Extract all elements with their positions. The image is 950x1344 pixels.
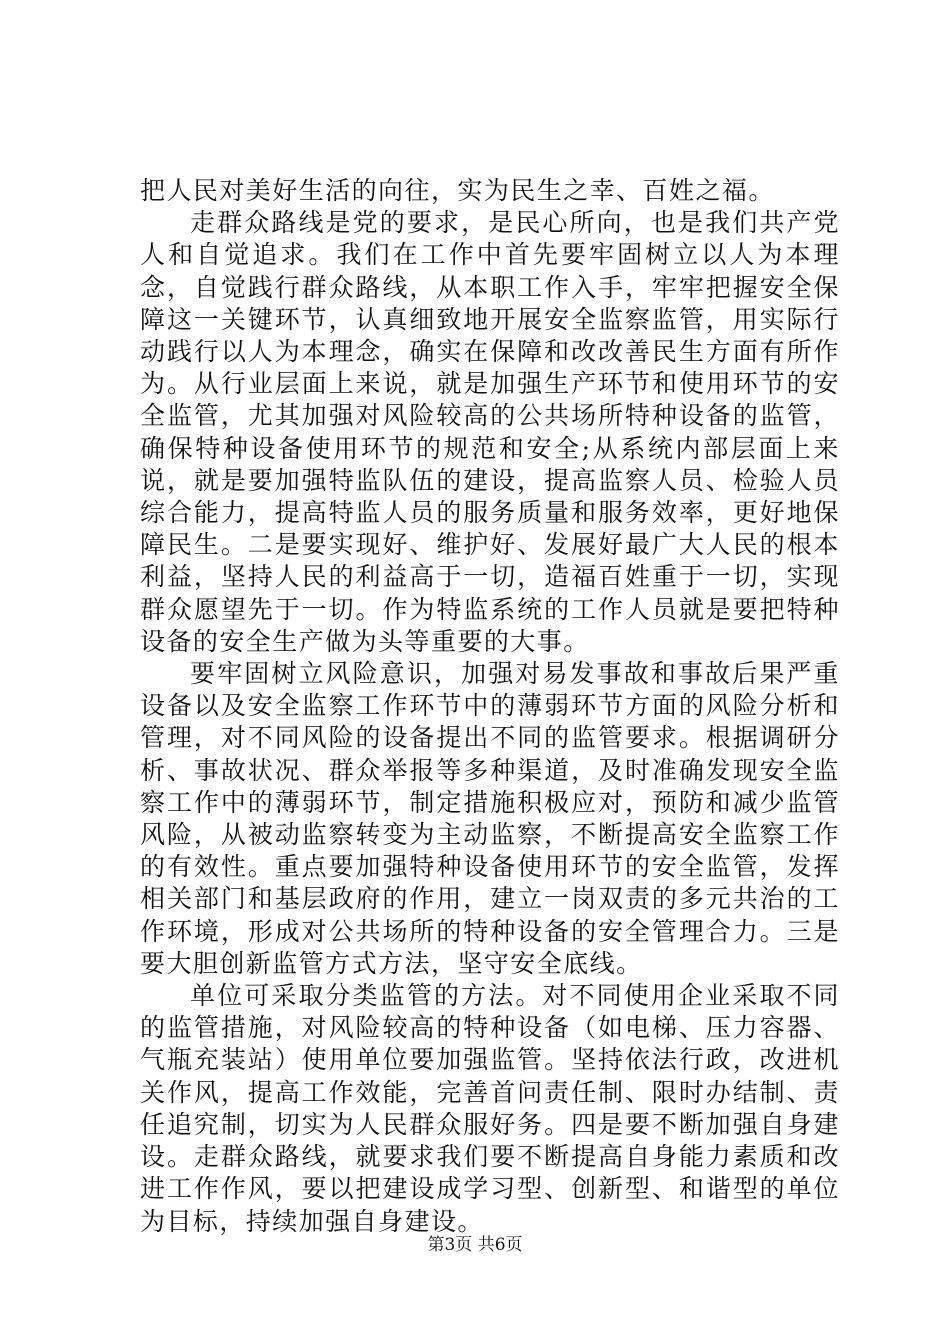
paragraph-classified-supervision: 单位可采取分类监管的方法。对不同使用企业采取不同的监管措施，对风险较高的特种设备（如电梯、压力容器、气瓶充装站）使用单位要加强监管。坚持依法行政，改进机关作风，提高工作效能，完善首问责任制、限时办结制、责任追究制，切实为人民群众服好务。四是要不断加强自身建设。走群众路线，就要求我们要不断提高自身能力素质和改进工作作风，要以把建设成学习型、创新型、和谐型的单位为目标，持续加强自身建设。	[140, 981, 840, 1236]
paragraph-mass-line: 走群众路线是党的要求，是民心所向，也是我们共产党人和自觉追求。我们在工作中首先要牢固树立以人为本理念，自觉践行群众路线，从本职工作入手，牢牢把握安全保障这一关键环节，认真细致地开展安全监察监管，用实际行动践行以人为本理念，确实在保障和改改善民生方面有所作为。从行业层面上来说，就是加强生产环节和使用环节的安全监管，尤其加强对风险较高的公共场所特种设备的监管，确保特种设备使用环节的规范和安全;从系统内部层面上来说，就是要加强特监队伍的建设，提高监察人员、检验人员综合能力，提高特监人员的服务质量和服务效率，更好地保障民生。二是要实现好、维护好、发展好最广大人民的根本利益，坚持人民的利益高于一切，造福百姓重于一切，实现群众愿望先于一切。作为特监系统的工作人员就是要把特种设备的安全生产做为头等重要的大事。	[140, 208, 840, 656]
document-body	[140, 175, 840, 1238]
page-number-footer: 第3页 共6页	[427, 1235, 523, 1255]
paragraph-risk-awareness: 要牢固树立风险意识，加强对易发事故和事故后果严重设备以及安全监察工作环节中的薄弱环节方面的风险分析和管理，对不同风险的设备提出不同的监管要求。根据调研分析、事故状况、群众举报等多种渠道，及时准确发现安全监察工作中的薄弱环节，制定措施积极应对，预防和减少监管风险，从被动监察转变为主动监察，不断提高安全监察工作的有效性。重点要加强特种设备使用环节的安全监管，发挥相关部门和基层政府的作用，建立一岗双责的多元共治的工作环境，形成对公共场所的特种设备的安全管理合力。三是要大胆创新监管方式方法，坚守安全底线。	[140, 659, 840, 978]
paragraph-continuation: 把人民对美好生活的向往，实为民生之幸、百姓之福。	[140, 176, 775, 205]
